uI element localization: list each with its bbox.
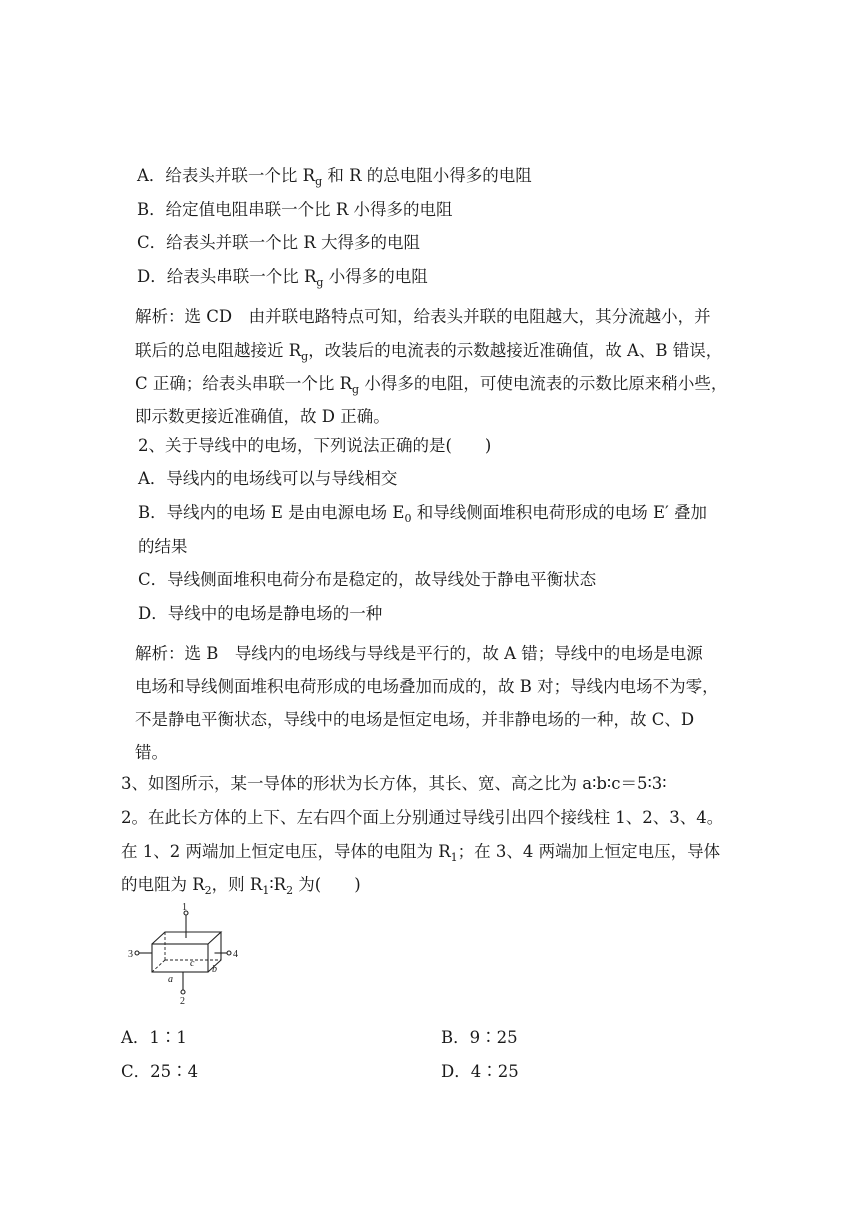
text: 联后的总电阻越接近 R (135, 341, 302, 360)
text: 和导线侧面堆积电荷形成的电场 E′ 叠加 (411, 503, 707, 522)
q2-analysis-line-1: 解析：选 B 导线内的电场线与导线是平行的，故 A 错；导线中的电场是电源 (135, 644, 703, 663)
terminal-label-4: 4 (233, 949, 238, 960)
q2-option-c: C．导线侧面堆积电荷分布是稳定的，故导线处于静电平衡状态 (138, 570, 597, 589)
q3-stem-line-3 (121, 840, 720, 864)
q1-analysis-line-3 (135, 372, 727, 396)
q2-option-a: A．导线内的电场线可以与导线相交 (138, 469, 398, 488)
subscript: 1 (450, 851, 458, 864)
text: 为( ) (293, 875, 361, 894)
terminal-4 (227, 951, 231, 955)
subscript: g (301, 350, 309, 363)
q2-analysis-line-4: 错。 (135, 743, 168, 762)
q2-option-b (138, 501, 707, 525)
q1-analysis-line-4: 即示数更接近准确值，故 D 正确。 (135, 407, 390, 426)
edge-label-a: a (168, 974, 173, 985)
text: 在 1、2 两端加上恒定电压，导体的电阻为 R (121, 842, 451, 861)
q1-analysis-line-2 (135, 339, 722, 363)
q2-option-d: D．导线中的电场是静电场的一种 (138, 604, 383, 623)
subscript: g (352, 383, 360, 396)
q1-option-b: B．给定值电阻串联一个比 R 小得多的电阻 (137, 200, 453, 219)
terminal-label-1: 1 (182, 902, 187, 913)
q2-analysis-line-3: 不是静电平衡状态，导线中的电场是恒定电场，并非静电场的一种，故 C、D (135, 710, 695, 729)
subscript: 1 (262, 884, 270, 897)
text: B．导线内的电场 E 是由电源电场 E (138, 503, 405, 522)
edge-label-b: b (212, 964, 217, 975)
front-face (152, 944, 208, 972)
q1-option-a-text-rest: 和 R 的总电阻小得多的电阻 (322, 166, 532, 185)
q1-option-a (137, 164, 532, 188)
q3-stem-line-4 (121, 873, 361, 897)
q3-option-b: B．9∶25 (441, 1028, 518, 1047)
text: ，改装后的电流表的示数越接近准确值，故 A、B 错误， (308, 341, 723, 360)
q1-option-c: C．给表头并联一个比 R 大得多的电阻 (137, 233, 421, 252)
subscript: 2 (204, 884, 212, 897)
q1-option-a-text: A．给表头并联一个比 R (137, 166, 316, 185)
q2-analysis-line-2: 电场和导线侧面堆积电荷形成的电场叠加而成的，故 B 对；导线内电场不为零， (135, 677, 719, 696)
text: 小得多的电阻，可使电流表的示数比原来稍小些， (359, 374, 728, 393)
text: 的电阻为 R (121, 875, 205, 894)
subscript: g (316, 276, 324, 289)
text: C 正确；给表头串联一个比 R (135, 374, 353, 393)
q3-option-a: A．1∶1 (121, 1028, 187, 1047)
text: ，则 R (211, 875, 263, 894)
q1-option-d (137, 265, 428, 289)
edge-label-c: c (190, 958, 195, 969)
q3-option-d: D．4∶25 (441, 1062, 519, 1081)
q3-option-c: C．25∶4 (121, 1062, 199, 1081)
subscript: 2 (286, 884, 294, 897)
text: ∶R (269, 875, 287, 894)
q1-option-d-text-rest: 小得多的电阻 (323, 267, 428, 286)
terminal-2 (181, 990, 185, 994)
q3-stem-line-1: 3、如图所示，某一导体的形状为长方体，其长、宽、高之比为 a∶b∶c＝5∶3∶ (121, 774, 667, 793)
terminal-label-3: 3 (128, 949, 133, 960)
terminal-label-2: 2 (180, 996, 185, 1006)
subscript: g (315, 175, 323, 188)
text: ；在 3、4 两端加上恒定电压，导体 (457, 842, 721, 861)
cuboid-figure (128, 902, 244, 1006)
q2-stem: 2、关于导线中的电场，下列说法正确的是( ) (138, 436, 492, 455)
terminal-3 (135, 951, 139, 955)
q3-stem-line-2: 2。在此长方体的上下、左右四个面上分别通过导线引出四个接线柱 1、2、3、4。 (121, 808, 724, 827)
q1-analysis-line-1: 解析：选 CD 由并联电路特点可知，给表头并联的电阻越大，其分流越小，并 (135, 307, 711, 326)
subscript: 0 (404, 512, 412, 525)
q1-option-d-text: D．给表头串联一个比 R (137, 267, 317, 286)
q2-option-b-cont: 的结果 (138, 537, 188, 556)
